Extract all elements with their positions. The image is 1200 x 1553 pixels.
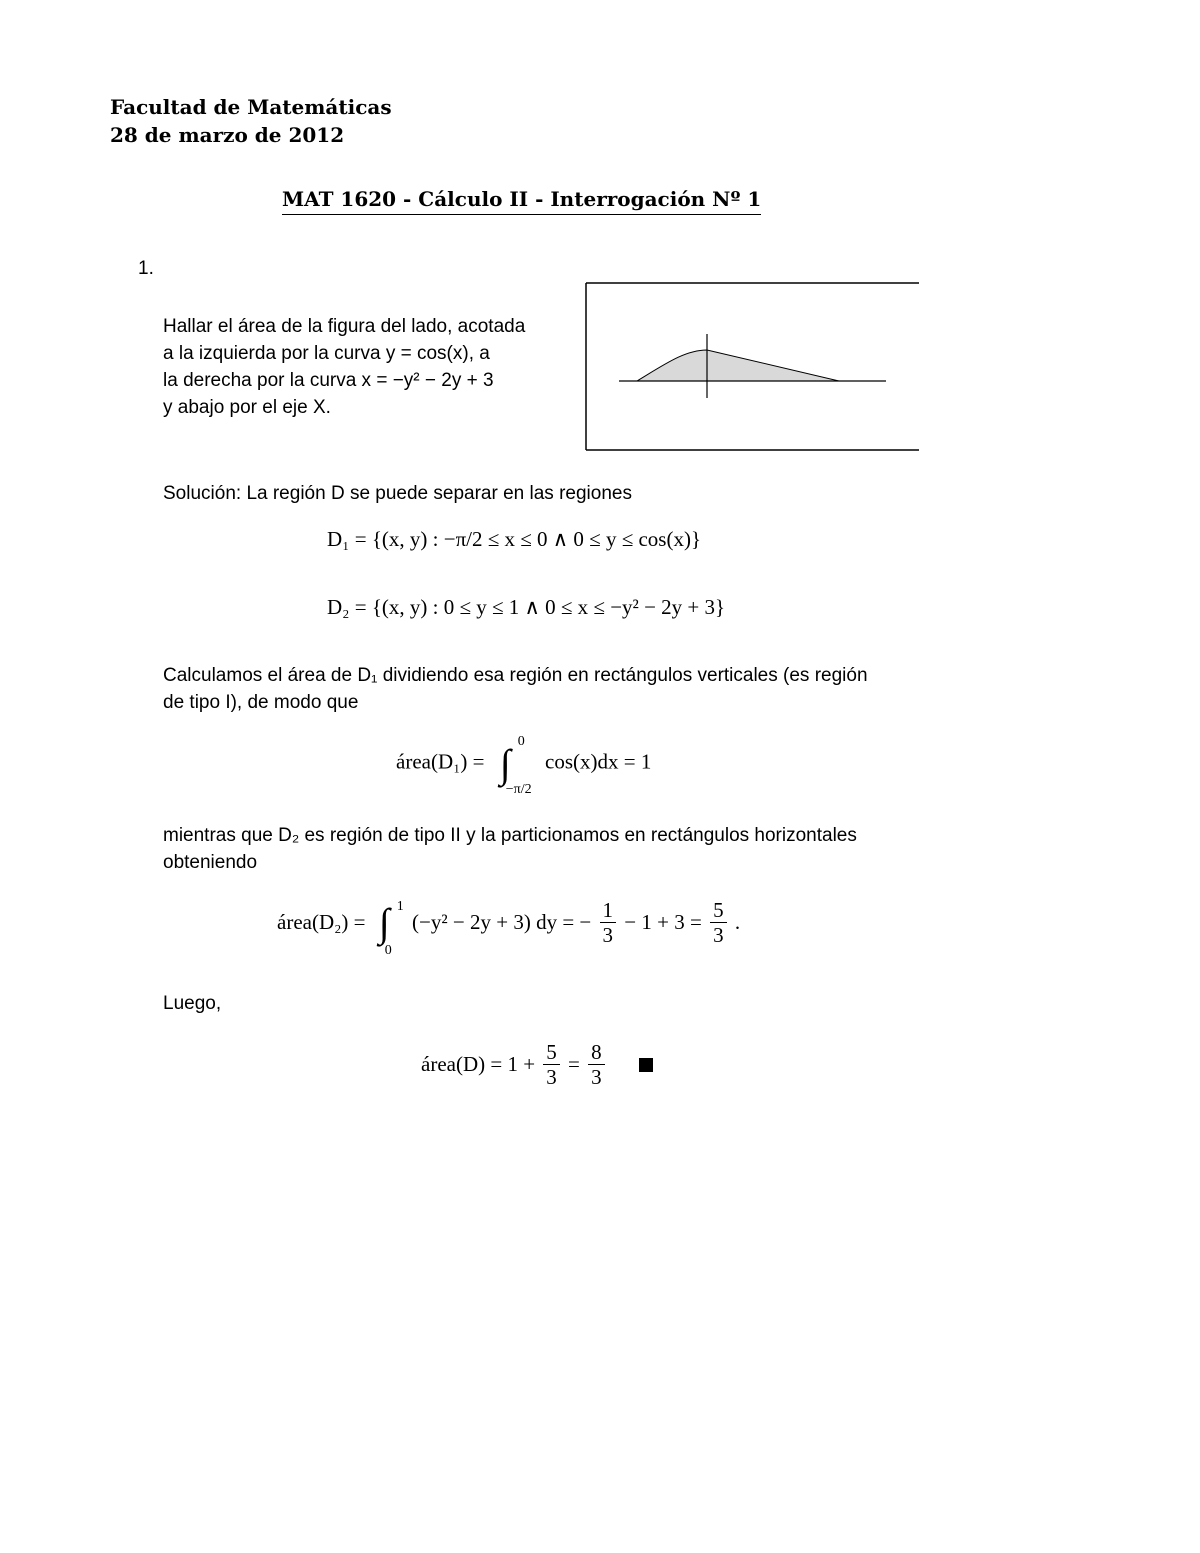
fraction-denominator: 3 (546, 1065, 557, 1089)
statement-line: la derecha por la curva x = −y² − 2y + 3 (163, 370, 494, 391)
fraction-numerator: 1 (600, 898, 617, 923)
fraction-denominator: 3 (591, 1065, 602, 1089)
equation-area-d2 (277, 898, 740, 968)
eq2-lower-limit: 0 (384, 943, 392, 958)
statement-line: y abajo por el eje X. (163, 397, 331, 418)
eq1-lower-limit: −π/2 (505, 782, 532, 797)
eq1-lhs: área(D₁) = (396, 749, 485, 774)
eq3-lhs: área(D) = 1 + (421, 1052, 536, 1076)
problem-statement (163, 313, 525, 421)
integral-sign: ∫ (499, 741, 511, 786)
luego-text: Luego, (163, 993, 222, 1014)
qed-square-icon (639, 1058, 653, 1072)
fraction-denominator: 3 (602, 923, 614, 947)
d2-definition: D₂ = {(x, y) : 0 ≤ y ≤ 1 ∧ 0 ≤ x ≤ −y² − 2y + 3} (327, 595, 726, 619)
fraction-five-thirds (710, 898, 727, 947)
faculty-name: Facultad de Matemáticas (110, 95, 392, 119)
eq2-rest: − 1 + 3 = (624, 910, 702, 934)
paragraph-d2 (163, 822, 857, 876)
eq2-upper-limit: 1 (396, 899, 404, 914)
solution-intro: Solución: La región D se puede separar en las regiones (163, 483, 632, 504)
fraction-five-thirds (543, 1040, 560, 1089)
fraction-denominator: 3 (713, 923, 724, 947)
eq1-integral (490, 734, 540, 797)
paragraph-d1 (163, 662, 868, 716)
fraction-eight-thirds (588, 1040, 605, 1089)
statement-line: Hallar el área de la figura del lado, acotada (163, 316, 526, 337)
equation-area-d1 (396, 734, 652, 810)
paragraph-line: obteniendo (163, 852, 258, 873)
equation-area-d (421, 1040, 653, 1100)
shaded-region (637, 350, 839, 381)
paragraph-line: mientras que D₂ es región de tipo II y la particionamos en rectángulos horizontales (163, 825, 857, 846)
d1-definition: D₁ = {(x, y) : −π/2 ≤ x ≤ 0 ∧ 0 ≤ y ≤ cos(x)} (327, 527, 702, 551)
eq2-integral (371, 899, 407, 958)
fraction-numerator: 5 (543, 1040, 560, 1065)
problem-number: 1. (138, 258, 154, 279)
integral-sign: ∫ (378, 900, 390, 945)
eq3-equals: = (568, 1052, 580, 1076)
paragraph-line: de tipo I), de modo que (163, 692, 359, 713)
eq1-integrand: cos(x)dx = 1 (545, 749, 652, 774)
exam-date: 28 de marzo de 2012 (110, 123, 345, 147)
eq2-period: . (734, 910, 741, 934)
eq1-upper-limit: 0 (517, 734, 525, 749)
fraction-one-third (600, 898, 617, 947)
exam-title: MAT 1620 - Cálculo II - Interrogación Nº 1 (282, 187, 761, 215)
fraction-numerator: 8 (588, 1040, 605, 1065)
paragraph-line: Calculamos el área de D₁ dividiendo esa región en rectángulos verticales (es región (163, 665, 868, 686)
eq2-lhs: área(D₂) = (277, 910, 366, 934)
region-figure (585, 282, 920, 452)
statement-line: a la izquierda por la curva y = cos(x), a (163, 343, 490, 364)
fraction-numerator: 5 (710, 898, 727, 923)
eq2-integrand: (−y² − 2y + 3) dy = − (412, 910, 592, 934)
